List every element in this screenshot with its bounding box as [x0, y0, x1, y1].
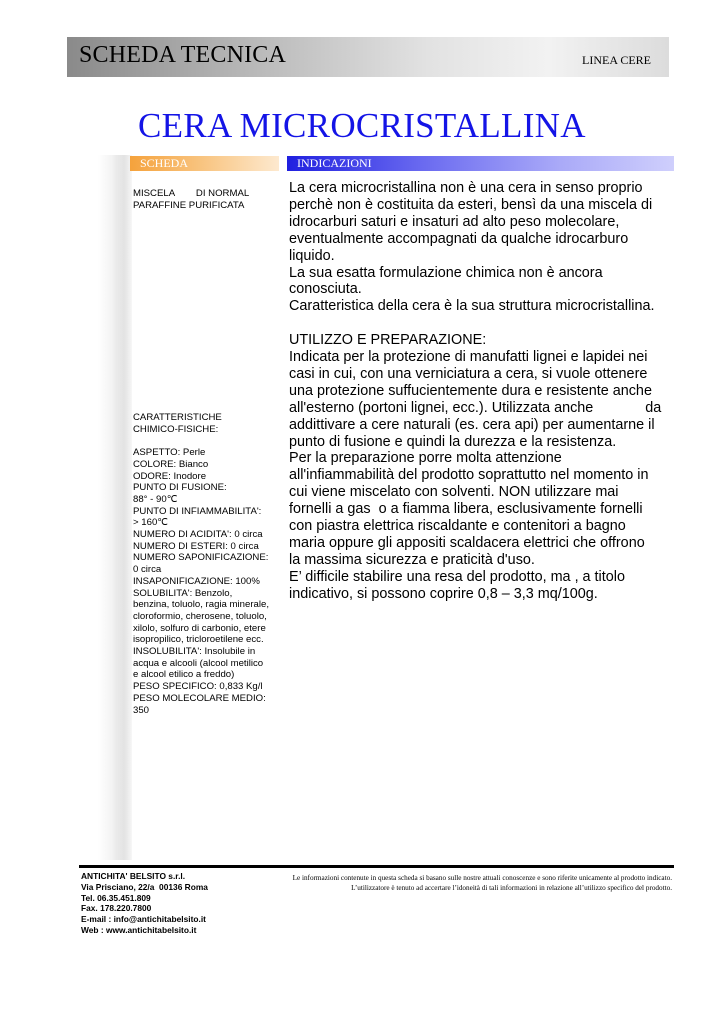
description-line: La cera microcristallina non è una cera in senso proprio	[289, 180, 643, 196]
usage-line: maria oppure gli appositi scaldacera elettrici che offrono	[289, 535, 645, 552]
description-line: conosciuta.	[289, 281, 362, 298]
product-title: CERA MICROCRISTALLINA	[138, 106, 586, 145]
description-line: Caratteristica della cera è la sua struttura microcristallina.	[289, 298, 655, 315]
usage-line: all'infiammabilità del prodotto soprattutto nel momento in	[289, 467, 649, 484]
company-fax: Fax. 178.220.7800	[81, 903, 152, 914]
indicazioni-column-header-label: INDICAZIONI	[297, 156, 372, 170]
usage-line: la massima sicurezza e praticità d'uso.	[289, 551, 535, 568]
indicazioni-column-header	[287, 156, 674, 171]
company-contact-block	[81, 871, 281, 936]
scheda-column-header	[130, 156, 279, 171]
property-line: 0 circa	[133, 564, 162, 576]
footer-divider	[79, 865, 674, 868]
property-line: CARATTERISTICHE	[133, 412, 222, 423]
company-website: Web : www.antichitabelsito.it	[81, 924, 197, 935]
description-line: liquido.	[289, 247, 335, 264]
disclaimer-block	[280, 873, 672, 893]
scheda-column-header-label: SCHEDA	[140, 156, 189, 170]
composition-block	[133, 188, 279, 211]
usage-line: casi in cui, con una verniciatura a cera, si vuole ottenere	[289, 365, 648, 382]
property-line: INSAPONIFICAZIONE: 100%	[133, 575, 260, 587]
property-line: ODORE: Inodore	[133, 470, 207, 482]
usage-line: con piastra elettrica riscaldante e contenitori a bagno	[289, 518, 626, 535]
composition-line: PARAFFINE PURIFICATA	[133, 199, 245, 211]
header-band	[67, 37, 669, 77]
property-line: ASPETTO: Perle	[133, 447, 206, 459]
property-line: PUNTO DI FUSIONE:	[133, 482, 227, 494]
property-line: NUMERO DI ESTERI: 0 circa	[133, 540, 259, 552]
paragraph-gap	[289, 315, 675, 332]
property-line: cloroformio, cherosene, toluolo,	[133, 610, 267, 622]
property-line: 88° - 90℃	[133, 493, 178, 505]
company-phone: Tel. 06.35.451.809	[81, 892, 151, 903]
property-line: isopropilico, tricloroetilene ecc.	[133, 634, 264, 646]
property-line: xilolo, solfuro di carbonio, etere	[133, 622, 266, 634]
usage-line: cui viene miscelato con solventi. NON utilizzare mai	[289, 484, 619, 501]
usage-line: indicativo, si possono coprire 0,8 – 3,3 mq/100g.	[289, 585, 598, 602]
property-line: COLORE: Bianco	[133, 458, 209, 470]
property-line: PUNTO DI INFIAMMABILITA':	[133, 505, 262, 517]
property-line: NUMERO DI ACIDITA': 0 circa	[133, 529, 263, 541]
property-line: 350	[133, 704, 150, 716]
property-line: NUMERO SAPONIFICAZIONE:	[133, 552, 269, 564]
property-line: PESO SPECIFICO: 0,833 Kg/l	[133, 681, 263, 693]
property-line: PESO MOLECOLARE MEDIO:	[133, 692, 266, 704]
description-line: eventualmente accompagnati da qualche idrocarburo	[289, 230, 629, 247]
disclaimer-line: Le informazioni contenute in questa scheda si basano sulle nostre attuali conoscenze e sono riferite unicamente al prodotto indicato.	[292, 874, 672, 882]
property-line: e alcool etilico a freddo)	[133, 669, 235, 681]
property-line: > 160℃	[133, 517, 169, 529]
description-line: perchè non è costituita da esteri, bensì da una miscela di	[289, 196, 653, 213]
disclaimer-line: L’utilizzatore è tenuto ad accertare l’idoneità di tali informazioni in relazione all’utilizzo specifico del prodotto.	[351, 884, 672, 892]
property-line: SOLUBILITA': Benzolo,	[133, 587, 233, 599]
document-type-title: SCHEDA TECNICA	[79, 42, 287, 68]
company-name: ANTICHITA' BELSITO s.r.l.	[81, 871, 186, 881]
indications-text	[289, 180, 675, 603]
usage-line: addittivare a cere naturali (es. cera api) per aumentarne il	[289, 416, 655, 433]
usage-line: E’ difficile stabilire una resa del prodotto, ma , a titolo	[289, 568, 625, 585]
product-line-label: LINEA CERE	[582, 53, 651, 67]
usage-line: punto di fusione e quindi la durezza e la resistenza.	[289, 433, 617, 450]
usage-line: all'esterno (portoni lignei, ecc.). Utilizzata anche da	[289, 399, 662, 416]
company-address: Via Prisciano, 22/a 00136 Roma	[81, 881, 208, 892]
usage-line: una protezione suffucientemente dura e resistente anche	[289, 382, 652, 399]
usage-line: Per la preparazione porre molta attenzione	[289, 450, 562, 467]
left-margin-shading-inner	[112, 155, 132, 860]
composition-line: MISCELA DI NORMAL	[133, 188, 250, 199]
usage-line: Indicata per la protezione di manufatti lignei e lapidei nei	[289, 349, 648, 366]
properties-block	[133, 412, 279, 716]
property-line: CHIMICO-FISICHE:	[133, 423, 219, 435]
description-line: La sua esatta formulazione chimica non è ancora	[289, 264, 603, 281]
property-line: INSOLUBILITA': Insolubile in	[133, 646, 256, 658]
usage-heading: UTILIZZO E PREPARAZIONE:	[289, 332, 487, 349]
description-line: idrocarburi saturi e insaturi ad alto peso molecolare,	[289, 213, 620, 230]
property-line: acqua e alcooli (alcool metilico	[133, 657, 264, 669]
property-spacer	[133, 435, 279, 447]
usage-line: fornelli a gas o a fiamma libera, esclusivamente fornelli	[289, 501, 643, 518]
company-email: E-mail : info@antichitabelsito.it	[81, 914, 206, 925]
property-line: benzina, toluolo, ragia minerale,	[133, 599, 269, 611]
